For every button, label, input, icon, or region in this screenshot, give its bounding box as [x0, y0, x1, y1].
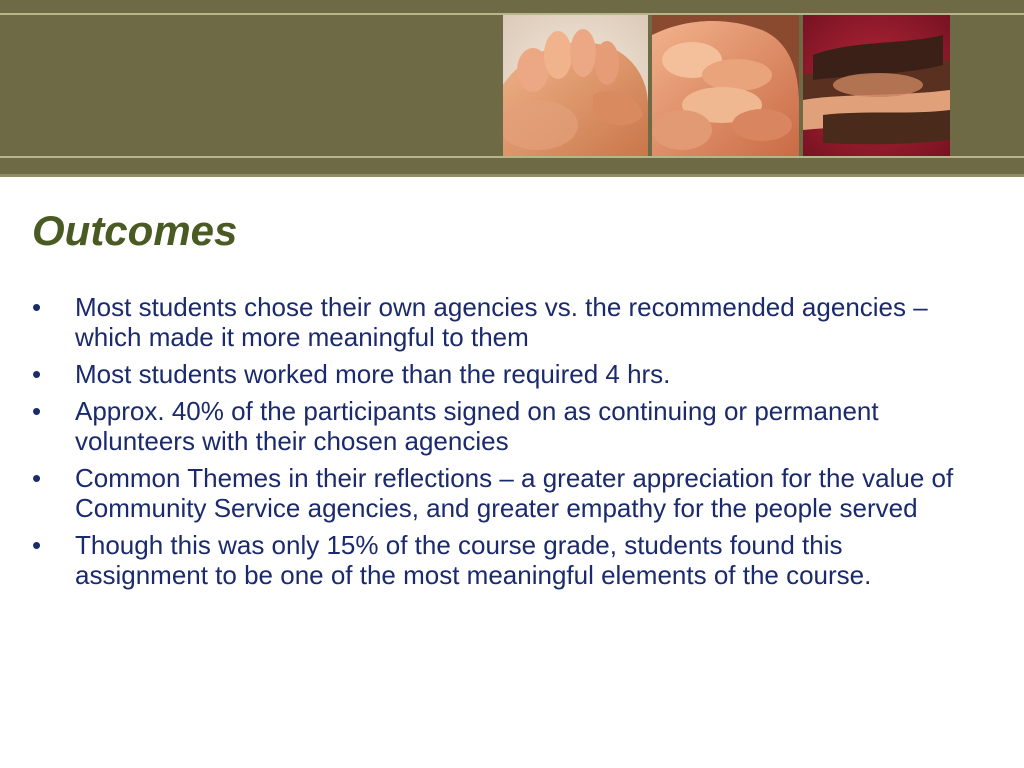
bullet-text: Common Themes in their reflections – a greater appreciation for the value of Community Service agencies, and greater empathy for the people served	[75, 463, 954, 523]
bullet-glyph: •	[32, 396, 42, 426]
bullet-item	[30, 292, 980, 352]
hands-holding-photo	[652, 15, 799, 156]
bullet-text: Most students worked more than the required 4 hrs.	[75, 359, 671, 389]
bullet-list	[30, 292, 980, 597]
header-band	[0, 0, 1024, 176]
bullet-text: Approx. 40% of the participants signed on as continuing or permanent volunteers with their chosen agencies	[75, 396, 879, 456]
bullet-glyph: •	[32, 530, 42, 560]
bullet-item	[30, 463, 980, 523]
stacked-hands-photo	[803, 15, 950, 156]
bullet-text: Though this was only 15% of the course grade, students found this assignment to be one of the most meaningful elements of the course.	[75, 530, 872, 590]
slide-title: Outcomes	[32, 207, 238, 254]
bullet-item	[30, 530, 980, 590]
header-bottom-edge	[0, 174, 1024, 177]
bullet-item	[30, 396, 980, 456]
bullet-item	[30, 359, 980, 389]
bullet-glyph: •	[32, 292, 42, 322]
bullet-glyph: •	[32, 359, 42, 389]
adult-child-hands-photo	[503, 15, 648, 156]
bullet-text: Most students chose their own agencies vs. the recommended agencies – which made it more meaningful to them	[75, 292, 928, 352]
bullet-glyph: •	[32, 463, 42, 493]
header-line-bottom	[0, 156, 1024, 158]
